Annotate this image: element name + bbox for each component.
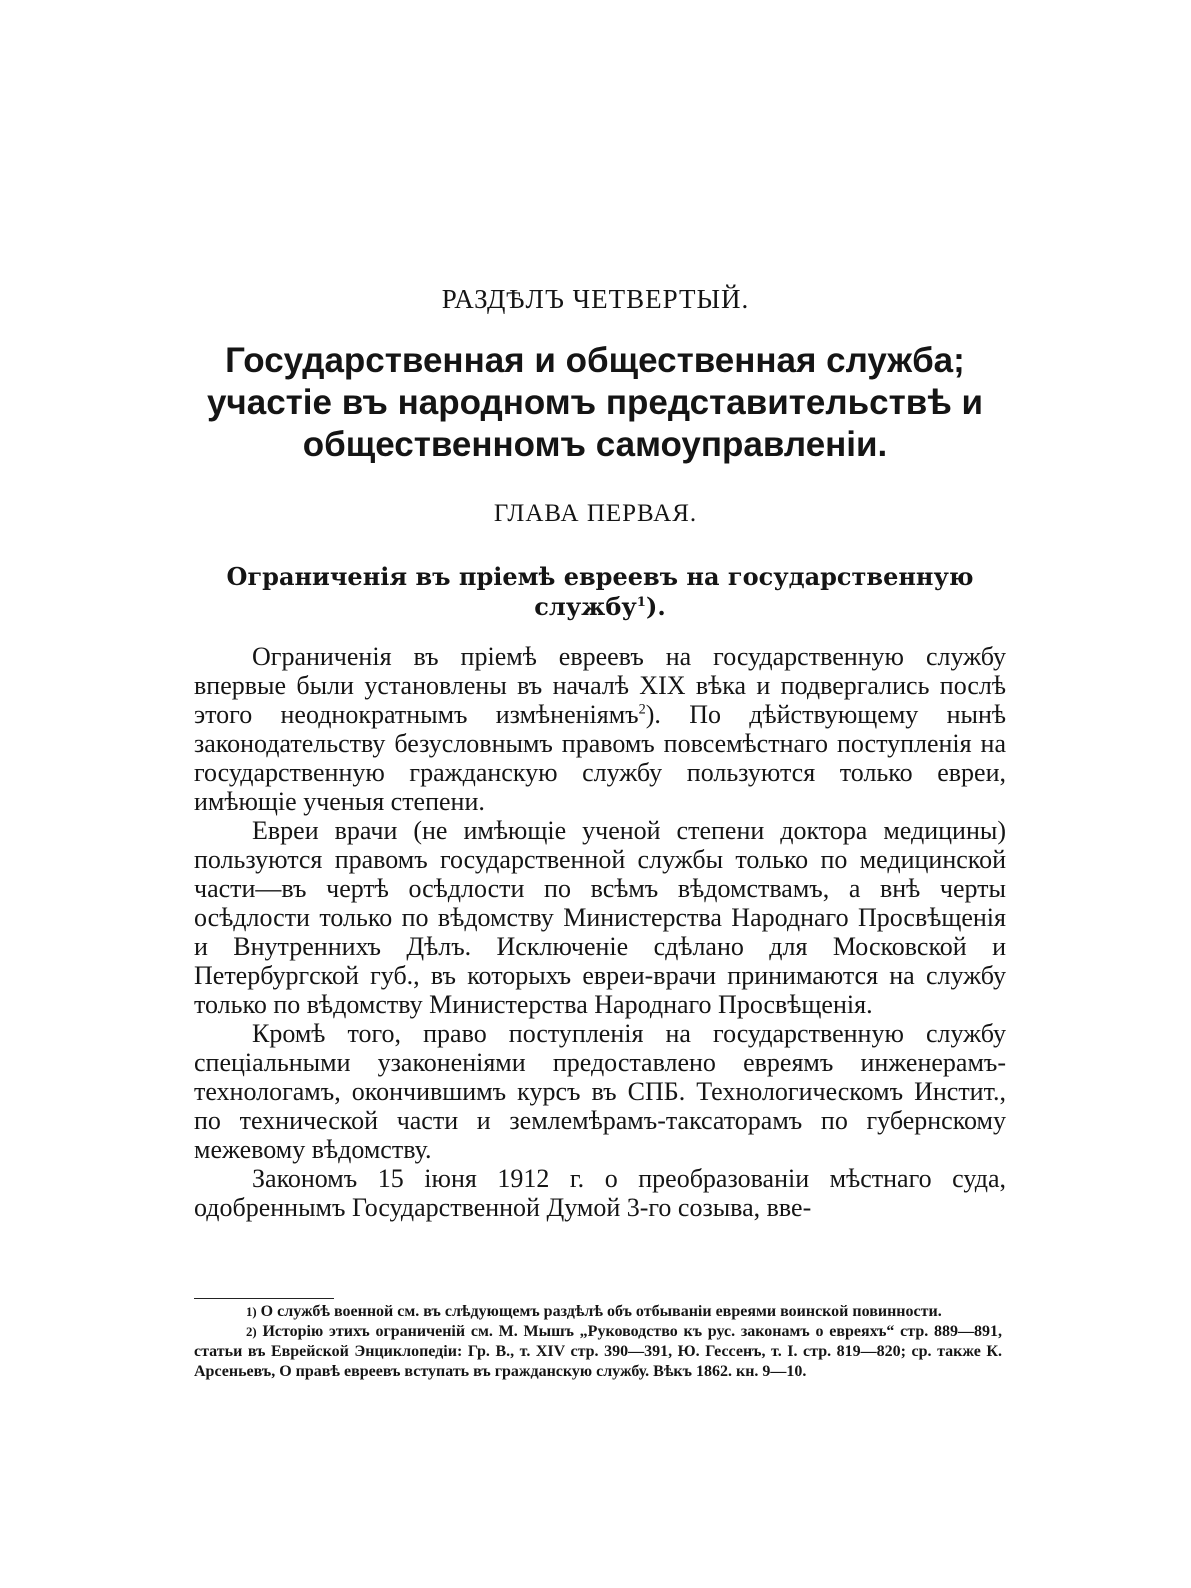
section-heading: РАЗДѢЛЪ ЧЕТВЕРТЫЙ. bbox=[441, 284, 750, 314]
footnote-1-text: О службѣ военной см. въ слѣдующемъ раздѣлѣ объ отбываніи евреями воинской повинности. bbox=[260, 1303, 942, 1320]
footnote-1-mark: 1) bbox=[246, 1305, 257, 1319]
footnote-ref-2[interactable]: 2 bbox=[638, 701, 646, 718]
paragraph-1 bbox=[194, 642, 1006, 816]
footnote-2-mark: 2) bbox=[246, 1325, 257, 1339]
paragraph-1-start: Ограниченія въ пріемѣ евреевъ на государственную службу впервые были установлены въ началѣ XIX вѣка и подвергались послѣ этого неоднократнымъ измѣненіямъ bbox=[194, 642, 1006, 729]
footnote-divider bbox=[194, 1298, 334, 1299]
footnote-2 bbox=[194, 1322, 1002, 1382]
chapter-heading: ГЛАВА ПЕРВАЯ. bbox=[493, 500, 698, 527]
paragraph-3: Кромѣ того, право поступленія на государственную службу спеціальными узаконеніями предоставлено евреямъ инженерамъ-технологамъ, окончившимъ курсъ въ СПБ. Технологическомъ Инстит., по технической части и землемѣрамъ-таксаторамъ по губернскому межевому вѣдомству. bbox=[194, 1019, 1006, 1164]
footnote-1 bbox=[194, 1302, 1002, 1322]
chapter-title-text: Ограниченія въ пріемѣ евреевъ на государственную службу bbox=[226, 562, 974, 621]
body-text bbox=[194, 642, 1006, 1222]
main-title: Государственная и общественная служба; участіе въ народномъ представительствѣ и общественномъ самоуправленіи. bbox=[206, 341, 984, 464]
paragraph-2: Евреи врачи (не имѣющіе ученой степени доктора медицины) пользуются правомъ государственной службы только по медицинской части—въ чертѣ осѣдлости по всѣмъ вѣдомствамъ, а внѣ черты осѣдлости только по вѣдомству Министерства Народнаго Просвѣщенія и Внутреннихъ Дѣлъ. Исключеніе сдѣлано для Московской и Петербургской губ., въ которыхъ евреи-врачи принимаются на службу только по вѣдомству Министерства Народнаго Просвѣщенія. bbox=[194, 816, 1006, 1019]
paragraph-1-end: ). По дѣйствующему нынѣ законодательству безусловнымъ правомъ повсемѣстнаго поступленія на государственную гражданскую службу пользуются только евреи, имѣющіе ученыя степени. bbox=[194, 700, 1006, 816]
chapter-title bbox=[190, 562, 1010, 622]
chapter-title-closing: ). bbox=[645, 592, 666, 621]
footnotes bbox=[194, 1302, 1002, 1382]
footnote-2-text: Исторію этихъ ограниченій см. М. Мышъ „Руководство къ рус. законамъ о евреяхъ“ стр. 889—891, статьи въ Еврейской Энциклопедіи: Гр. В., т. XIV стр. 390—391, Ю. Гессенъ, т. I. стр. 819—820; ср. также К. Арсеньевъ, О правѣ евреевъ вступать въ гражданскую службу. Вѣкъ 1862. кн. 9—10. bbox=[194, 1323, 1003, 1380]
paragraph-4: Закономъ 15 іюня 1912 г. о преобразованіи мѣстнаго суда, одобреннымъ Государственной Думой 3-го созыва, вве- bbox=[194, 1164, 1006, 1222]
footnote-ref-1[interactable]: 1 bbox=[636, 595, 646, 610]
